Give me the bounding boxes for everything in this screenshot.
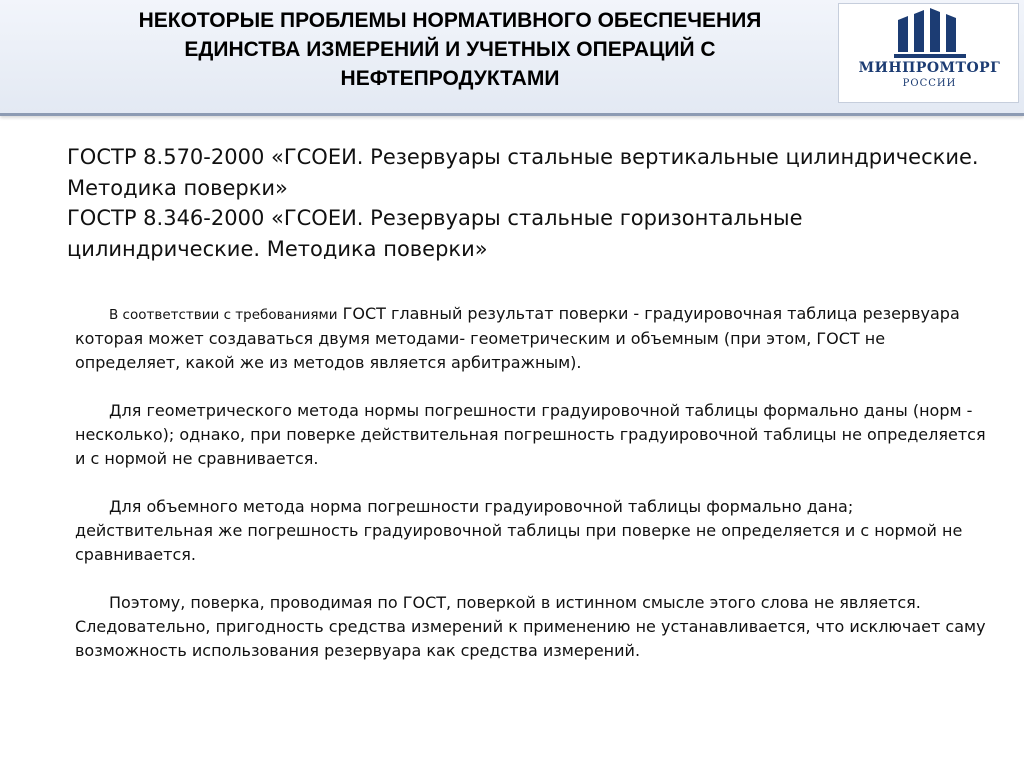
- ministry-logo: [838, 3, 1019, 103]
- slide-title-line-1: НЕКОТОРЫЕ ПРОБЛЕМЫ НОРМАТИВНОГО ОБЕСПЕЧЕНИЯ: [138, 9, 762, 32]
- gost-references: [67, 142, 987, 264]
- paragraph-4: Поэтому, поверка, проводимая по ГОСТ, поверкой в истинном смысле этого слова не является. Следовательно, пригодность средства измерений к применению не устанавливается, что исключает саму возможность использования резервуара как средства измерений.: [75, 593, 986, 660]
- logo-subtitle: РОССИИ: [902, 78, 957, 89]
- building-columns-icon: [894, 8, 966, 60]
- gost-line-1: ГОСТР 8.570-2000 «ГСОЕИ. Резервуары стальные вертикальные цилиндрические. Методика поверки»: [67, 145, 979, 200]
- gost-line-2: ГОСТР 8.346-2000 «ГСОЕИ. Резервуары стальные горизонтальные цилиндрические. Методика поверки»: [67, 206, 803, 261]
- paragraph-1-text: ГОСТ главный результат поверки - градуировочная таблица резервуара которая может создаваться двумя методами- геометрическим и объемным (при этом, ГОСТ не определяет, какой же из методов является арбитражным).: [75, 304, 960, 372]
- paragraph-1-lead: В соответствии с требованиями: [109, 307, 338, 323]
- slide-title-line-2: ЕДИНСТВА ИЗМЕРЕНИЙ И УЧЕТНЫХ ОПЕРАЦИЙ С: [184, 38, 716, 61]
- paragraph-2: Для геометрического метода нормы погрешности градуировочной таблицы формально даны (норм - несколько); однако, при поверке действительная погрешность градуировочной таблицы не определяется и с нормой не сравнивается.: [75, 401, 986, 468]
- slide-header: [0, 0, 1024, 116]
- logo-name: МИНПРОМТОРГ: [858, 60, 1001, 76]
- body-text: [75, 302, 995, 663]
- slide-title-line-3: НЕФТЕПРОДУКТАМИ: [340, 67, 560, 90]
- paragraph-1: [75, 302, 995, 375]
- slide-title: [50, 6, 850, 93]
- paragraph-3: Для объемного метода норма погрешности градуировочной таблицы формально дана; действительная же погрешность градуировочной таблицы при поверке не определяется и с нормой не сравнивается.: [75, 497, 963, 564]
